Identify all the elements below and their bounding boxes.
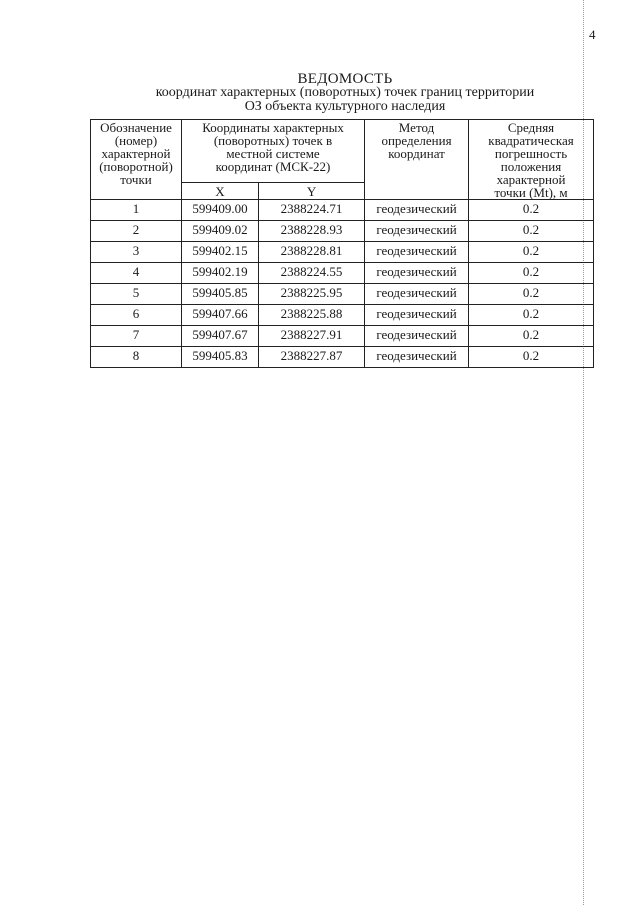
cell-method: геодезический — [365, 221, 469, 242]
table-row — [91, 200, 594, 221]
cell-y: 2388225.88 — [259, 305, 365, 326]
cell-x: 599409.00 — [182, 200, 259, 221]
table-row — [91, 221, 594, 242]
table-row — [91, 305, 594, 326]
cell-accuracy: 0.2 — [469, 284, 594, 305]
document-subtitle — [0, 86, 640, 114]
subtitle-line-1: координат характерных (поворотных) точек границ территории — [155, 85, 535, 100]
cell-accuracy: 0.2 — [469, 263, 594, 284]
coordinates-table — [90, 119, 594, 368]
cell-x: 599402.15 — [182, 242, 259, 263]
cell-num: 3 — [91, 242, 182, 263]
cell-method: геодезический — [365, 242, 469, 263]
cell-y: 2388227.91 — [259, 326, 365, 347]
table-row — [91, 263, 594, 284]
cell-y: 2388227.87 — [259, 347, 365, 368]
cell-num: 6 — [91, 305, 182, 326]
table-row — [91, 284, 594, 305]
cell-x: 599407.67 — [182, 326, 259, 347]
cell-x: 599409.02 — [182, 221, 259, 242]
cell-num: 8 — [91, 347, 182, 368]
cell-method: геодезический — [365, 305, 469, 326]
cell-x: 599405.83 — [182, 347, 259, 368]
cell-x: 599407.66 — [182, 305, 259, 326]
cell-accuracy: 0.2 — [469, 326, 594, 347]
cell-num: 2 — [91, 221, 182, 242]
cell-x: 599402.19 — [182, 263, 259, 284]
header-point-id: Обозначение (номер) характерной (поворотной) точки — [91, 120, 182, 200]
cell-num: 5 — [91, 284, 182, 305]
cell-accuracy: 0.2 — [469, 305, 594, 326]
cell-method: геодезический — [365, 326, 469, 347]
cell-num: 7 — [91, 326, 182, 347]
cell-accuracy: 0.2 — [469, 242, 594, 263]
header-x: X — [182, 183, 259, 200]
cell-y: 2388224.55 — [259, 263, 365, 284]
document-title: ВЕДОМОСТЬ — [297, 71, 393, 87]
cell-y: 2388224.71 — [259, 200, 365, 221]
table-row — [91, 242, 594, 263]
cell-accuracy: 0.2 — [469, 221, 594, 242]
cell-y: 2388225.95 — [259, 284, 365, 305]
cell-y: 2388228.81 — [259, 242, 365, 263]
cell-x: 599405.85 — [182, 284, 259, 305]
header-method: Метод определения координат — [365, 120, 469, 200]
cell-method: геодезический — [365, 263, 469, 284]
cell-method: геодезический — [365, 200, 469, 221]
page-number: 4 — [589, 27, 596, 42]
cell-accuracy: 0.2 — [469, 200, 594, 221]
subtitle-line-2: ОЗ объекта культурного наследия — [244, 99, 446, 114]
header-coordinates: Координаты характерных (поворотных) точек в местной системе координат (МСК-22) — [182, 120, 365, 183]
cell-y: 2388228.93 — [259, 221, 365, 242]
header-y: Y — [259, 183, 365, 200]
table-row — [91, 347, 594, 368]
cell-num: 4 — [91, 263, 182, 284]
cell-num: 1 — [91, 200, 182, 221]
table-row — [91, 326, 594, 347]
table-header-row — [91, 120, 594, 183]
cell-method: геодезический — [365, 284, 469, 305]
cell-method: геодезический — [365, 347, 469, 368]
header-accuracy: Средняя квадратическая погрешность положения характерной точки (Mt), м — [469, 120, 594, 200]
cell-accuracy: 0.2 — [469, 347, 594, 368]
